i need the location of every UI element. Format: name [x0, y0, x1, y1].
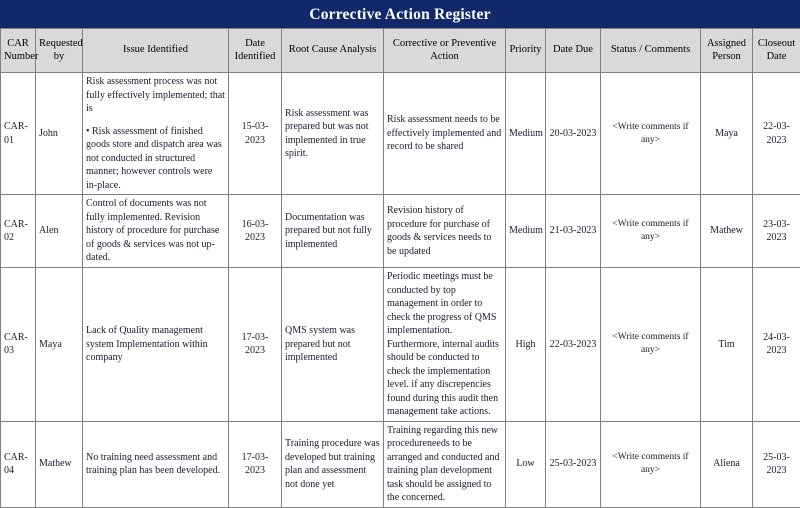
cell-assigned-person[interactable]: Maya: [701, 73, 753, 195]
cell-date-due[interactable]: 20-03-2023: [546, 73, 601, 195]
cell-root-cause[interactable]: Risk assessment was prepared but was not implemented in true spirit.: [282, 73, 384, 195]
cell-corrective-action[interactable]: Training regarding this new procedureneeds to be arranged and conducted and training plan development task should be assigned to the concerned.: [384, 421, 506, 507]
cell-priority[interactable]: Medium: [506, 195, 546, 268]
column-header-date-identified[interactable]: Date Identified: [229, 29, 282, 73]
cell-priority[interactable]: Medium: [506, 73, 546, 195]
table-header-row: [1, 29, 800, 73]
cell-priority[interactable]: High: [506, 268, 546, 422]
column-header-assigned-person[interactable]: Assigned Person: [701, 29, 753, 73]
cell-assigned-person[interactable]: Aliena: [701, 421, 753, 507]
column-header-car-number[interactable]: CAR Number: [1, 29, 36, 73]
cell-root-cause[interactable]: Documentation was prepared but not fully implemented: [282, 195, 384, 268]
column-header-root-cause[interactable]: Root Cause Analysis: [282, 29, 384, 73]
cell-car-number[interactable]: CAR-04: [1, 421, 36, 507]
table-row[interactable]: [1, 73, 800, 195]
cell-closeout-date[interactable]: 24-03-2023: [753, 268, 800, 422]
cell-issue-identified[interactable]: Lack of Quality management system Implementation within company: [83, 268, 229, 422]
cell-status-comments[interactable]: <Write comments if any>: [601, 73, 701, 195]
cell-corrective-action[interactable]: Periodic meetings must be conducted by top management in order to check the progress of QMS implementation. Furthermore, internal audits should be conducted to check the implementation level. if any discrepencies found during this audit then management take actions.: [384, 268, 506, 422]
cell-date-due[interactable]: 25-03-2023: [546, 421, 601, 507]
column-header-status[interactable]: Status / Comments: [601, 29, 701, 73]
column-header-issue[interactable]: Issue Identified: [83, 29, 229, 73]
cell-date-identified[interactable]: 17-03-2023: [229, 421, 282, 507]
column-header-priority[interactable]: Priority: [506, 29, 546, 73]
column-header-corrective-action[interactable]: Corrective or Preventive Action: [384, 29, 506, 73]
cell-car-number[interactable]: CAR-03: [1, 268, 36, 422]
cell-status-comments[interactable]: <Write comments if any>: [601, 195, 701, 268]
table-row[interactable]: [1, 268, 800, 422]
issue-text-bullet: • Risk assessment of finished goods store and dispatch area was not conducted in structured manner; however controls were in-place.: [86, 125, 225, 193]
table-row[interactable]: [1, 421, 800, 507]
cell-date-due[interactable]: 22-03-2023: [546, 268, 601, 422]
cell-date-due[interactable]: 21-03-2023: [546, 195, 601, 268]
cell-priority[interactable]: Low: [506, 421, 546, 507]
cell-status-comments[interactable]: <Write comments if any>: [601, 268, 701, 422]
column-header-date-due[interactable]: Date Due: [546, 29, 601, 73]
table-body: [1, 73, 800, 508]
cell-requested-by[interactable]: John: [36, 73, 83, 195]
cell-status-comments[interactable]: <Write comments if any>: [601, 421, 701, 507]
cell-requested-by[interactable]: Mathew: [36, 421, 83, 507]
cell-requested-by[interactable]: Alen: [36, 195, 83, 268]
cell-issue-identified[interactable]: Control of documents was not fully implemented. Revision history of procedure for purchase of goods & services was not up-dated.: [83, 195, 229, 268]
cell-root-cause[interactable]: QMS system was prepared but not implemented: [282, 268, 384, 422]
cell-requested-by[interactable]: Maya: [36, 268, 83, 422]
cell-date-identified[interactable]: 17-03-2023: [229, 268, 282, 422]
cell-closeout-date[interactable]: 25-03-2023: [753, 421, 800, 507]
issue-text-primary: Risk assessment process was not fully effectively implemented; that is: [86, 75, 225, 116]
cell-issue-identified[interactable]: No training need assessment and training plan has been developed.: [83, 421, 229, 507]
cell-date-identified[interactable]: 15-03-2023: [229, 73, 282, 195]
cell-closeout-date[interactable]: 22-03-2023: [753, 73, 800, 195]
cell-corrective-action[interactable]: Risk assessment needs to be effectively implemented and record to be shared: [384, 73, 506, 195]
column-header-closeout-date[interactable]: Closeout Date: [753, 29, 800, 73]
cell-car-number[interactable]: CAR-02: [1, 195, 36, 268]
cell-car-number[interactable]: CAR-01: [1, 73, 36, 195]
document-title-bar: [0, 0, 800, 28]
cell-issue-identified[interactable]: [83, 73, 229, 195]
cell-assigned-person[interactable]: Mathew: [701, 195, 753, 268]
cell-assigned-person[interactable]: Tim: [701, 268, 753, 422]
cell-closeout-date[interactable]: 23-03-2023: [753, 195, 800, 268]
table-row[interactable]: [1, 195, 800, 268]
corrective-action-table: [0, 28, 800, 508]
cell-root-cause[interactable]: Training procedure was developed but training plan and assessment not done yet: [282, 421, 384, 507]
cell-corrective-action[interactable]: Revision history of procedure for purchase of goods & services needs to be updated: [384, 195, 506, 268]
page-title: Corrective Action Register: [309, 7, 490, 23]
cell-date-identified[interactable]: 16-03-2023: [229, 195, 282, 268]
column-header-requested-by[interactable]: Requested by: [36, 29, 83, 73]
